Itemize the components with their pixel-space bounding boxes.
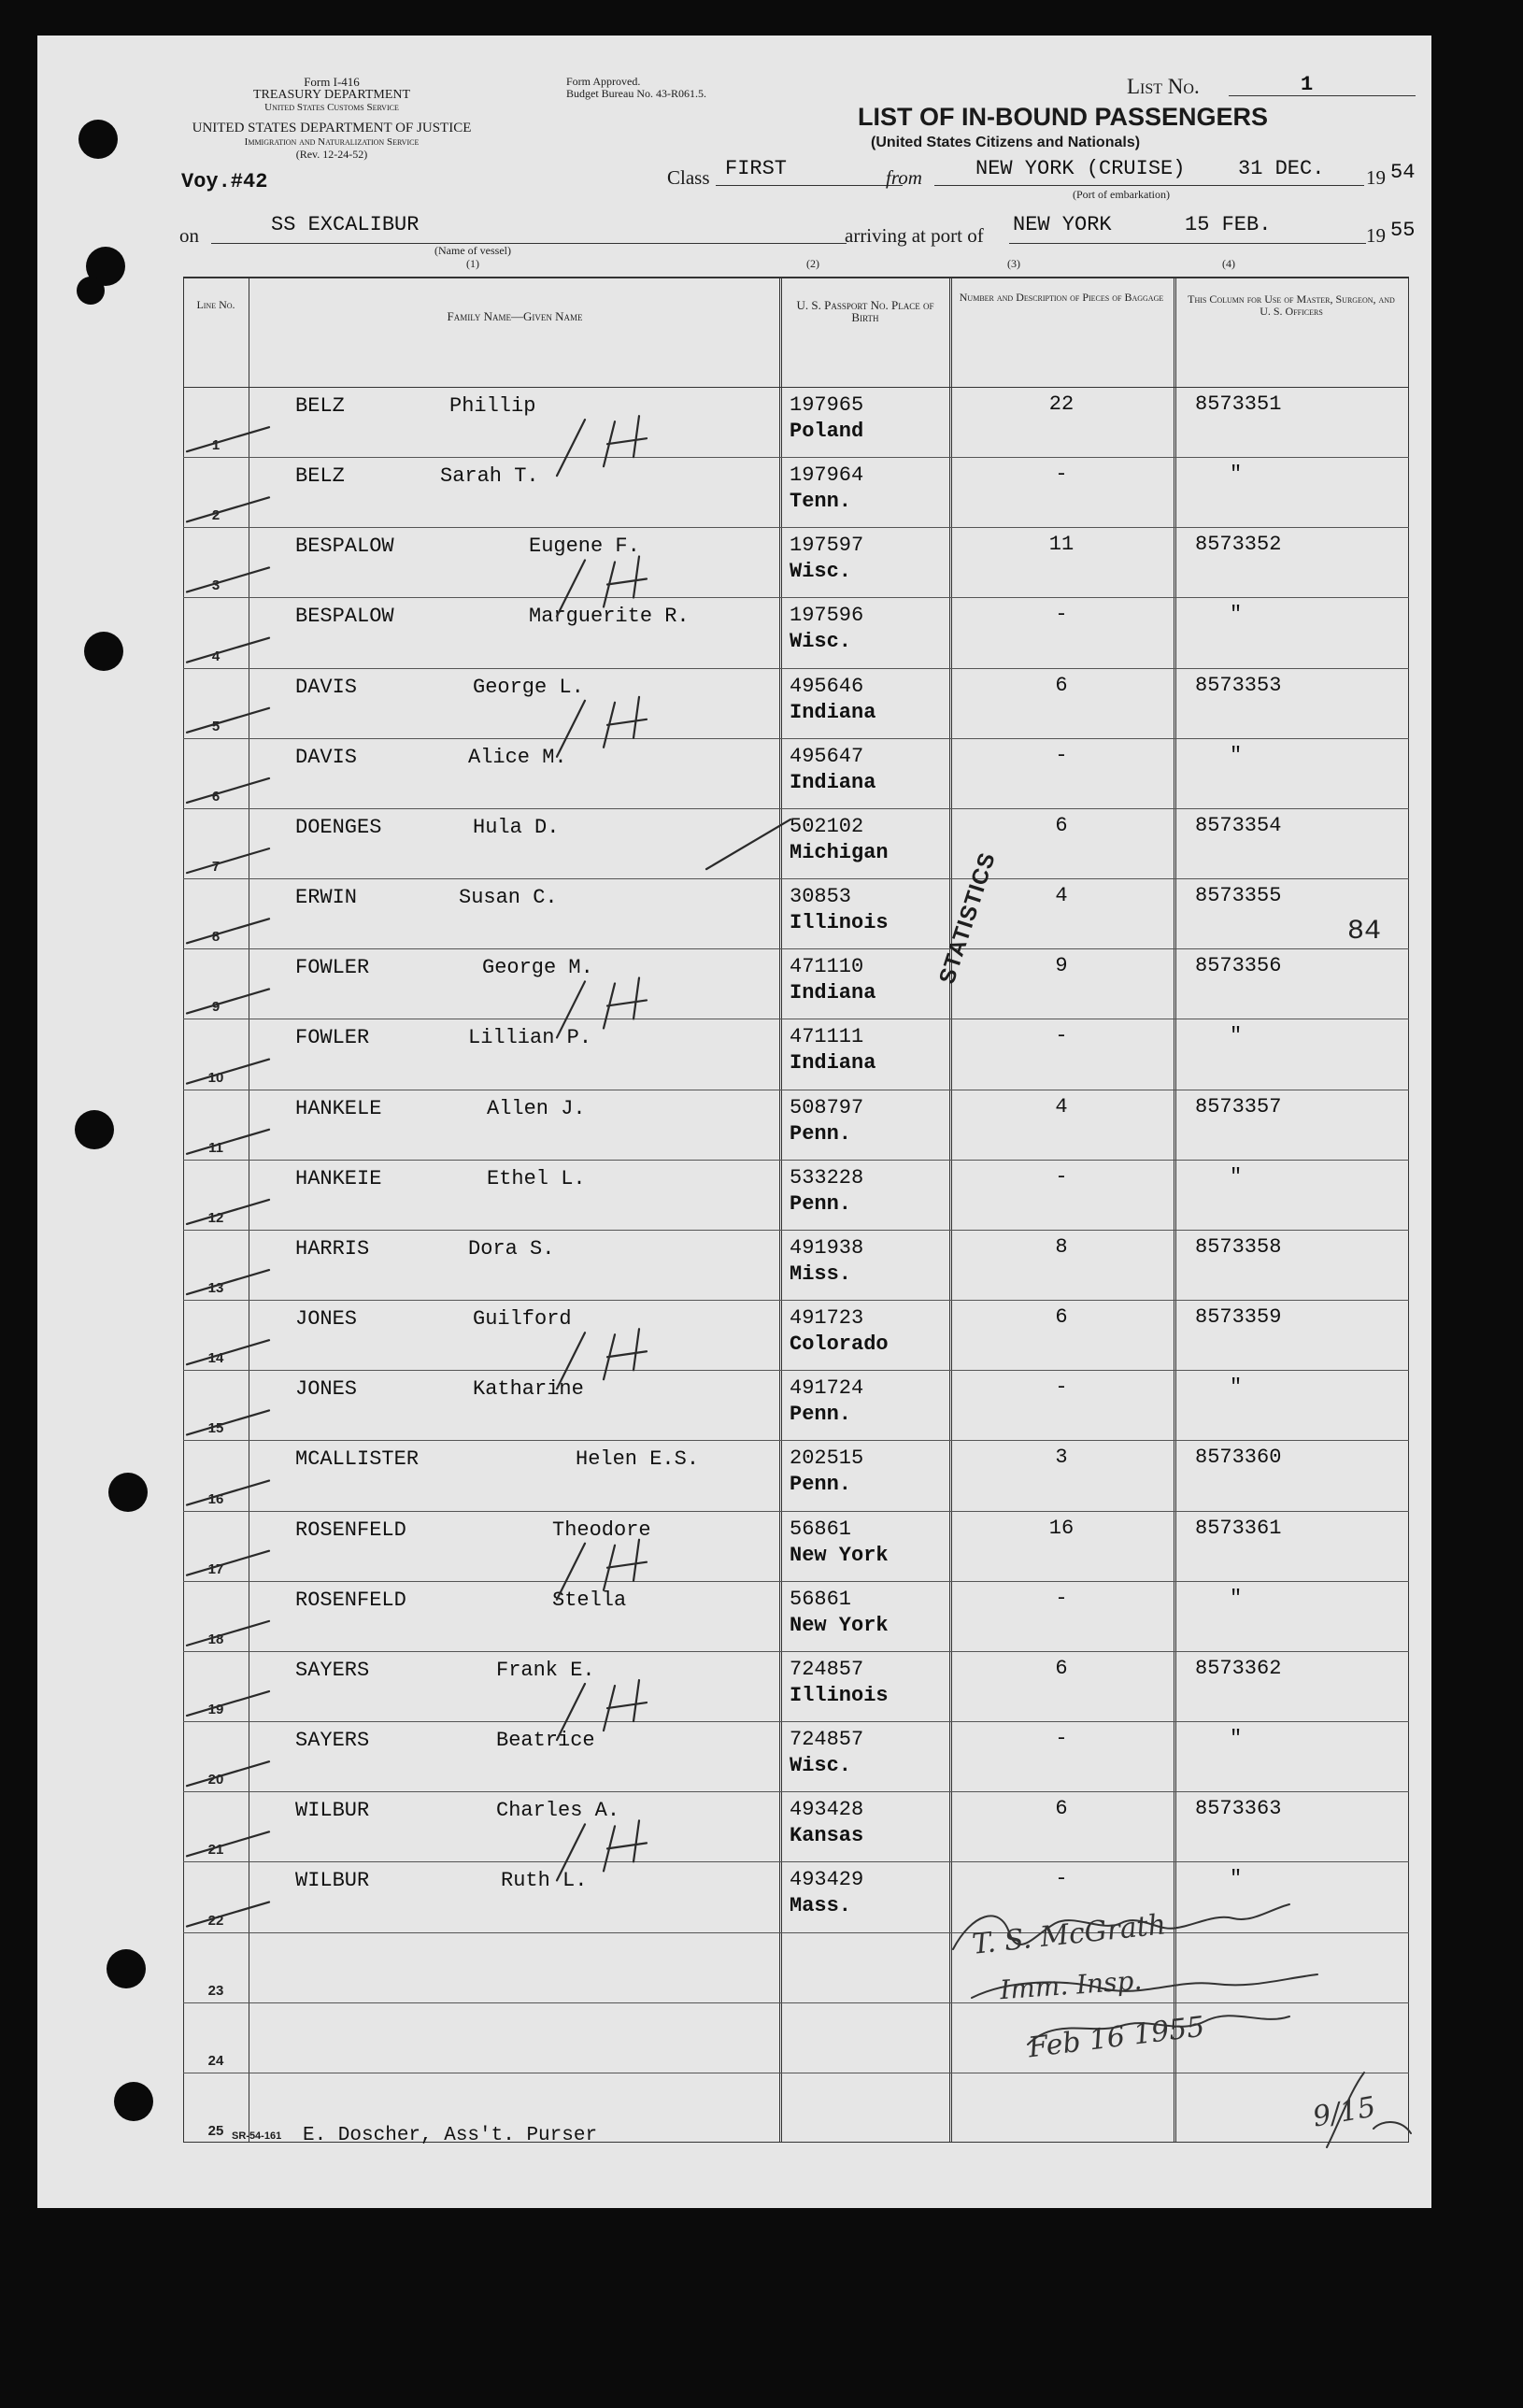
baggage-count: 6 xyxy=(1055,813,1068,837)
given-name: Ethel L. xyxy=(487,1166,586,1190)
place-of-birth: Mass. xyxy=(790,1894,852,1918)
officer-number: " xyxy=(1230,1375,1243,1400)
given-name: Marguerite R. xyxy=(529,605,690,629)
passport-number: 197964 xyxy=(790,463,864,488)
family-name: HANKELE xyxy=(295,1096,382,1120)
officer-number: 8573359 xyxy=(1195,1305,1282,1330)
col2-number: (2) xyxy=(806,257,819,270)
given-name: Helen E.S. xyxy=(576,1447,700,1472)
line-number: 10 xyxy=(207,1069,224,1086)
passenger-manifest-page xyxy=(37,36,1431,2208)
treasury-department: TREASURY DEPARTMENT xyxy=(252,88,411,102)
passport-number: 491724 xyxy=(790,1376,864,1401)
passport-number: 197596 xyxy=(790,604,864,628)
arrival-port: NEW YORK xyxy=(1013,213,1112,236)
col4-number: (4) xyxy=(1222,257,1235,270)
given-name: Guilford xyxy=(473,1307,572,1332)
family-name: HANKEIE xyxy=(295,1166,382,1190)
col-header-officers: This Column for Use of Master, Surgeon, and U. S. Officers xyxy=(1188,292,1395,318)
vessel-name: SS EXCALIBUR xyxy=(271,213,420,236)
line-number: 12 xyxy=(207,1209,224,1226)
given-name: Phillip xyxy=(449,394,536,418)
place-of-birth: Miss. xyxy=(790,1261,852,1286)
place-of-birth: Penn. xyxy=(790,1403,852,1427)
family-name: JONES xyxy=(295,1377,358,1402)
place-of-birth: New York xyxy=(790,1613,889,1637)
line-number: 1 xyxy=(211,437,221,454)
baggage-count: 3 xyxy=(1055,1446,1068,1470)
family-name: BELZ xyxy=(295,394,345,418)
place-of-birth: Poland xyxy=(790,420,864,443)
place-of-birth: Penn. xyxy=(790,1191,852,1216)
line-number: 9 xyxy=(211,999,221,1016)
passport-number: 491723 xyxy=(790,1306,864,1331)
baggage-count: 4 xyxy=(1055,884,1068,908)
given-name: Alice M. xyxy=(468,745,567,769)
line-number: 16 xyxy=(207,1490,224,1507)
line-number: 11 xyxy=(208,1139,223,1156)
line-number: 5 xyxy=(211,718,221,734)
passport-number: 724857 xyxy=(790,1728,864,1752)
col-header-baggage: Number and Description of Pieces of Baggage xyxy=(959,291,1164,304)
line-number: 21 xyxy=(207,1842,224,1859)
family-name: BESPALOW xyxy=(295,534,394,559)
given-name: Susan C. xyxy=(459,886,558,910)
department-of-justice: UNITED STATES DEPARTMENT OF JUSTICE xyxy=(192,121,472,135)
port-caption: (Port of embarkation) xyxy=(1073,188,1170,201)
family-name: BESPALOW xyxy=(295,605,394,629)
baggage-count: - xyxy=(1055,1586,1068,1610)
baggage-count: - xyxy=(1055,1867,1068,1891)
baggage-count: 6 xyxy=(1055,1656,1068,1680)
port-of-embarkation: NEW YORK (CRUISE) xyxy=(975,157,1186,180)
given-name: Beatrice xyxy=(496,1729,595,1753)
statistics-stamp: STATISTICS xyxy=(934,848,1001,988)
arrival-date: 15 FEB. xyxy=(1185,213,1272,236)
passport-number: 471110 xyxy=(790,955,864,979)
passport-number: 197597 xyxy=(790,534,864,558)
form-number: Form I-416 xyxy=(304,75,360,89)
place-of-birth: Indiana xyxy=(790,1051,876,1076)
officer-number: 8573354 xyxy=(1195,813,1282,837)
passport-number: 56861 xyxy=(790,1587,852,1611)
officer-number: " xyxy=(1230,1024,1243,1048)
line-number: 14 xyxy=(207,1350,224,1367)
baggage-count: 22 xyxy=(1048,392,1075,416)
baggage-count: - xyxy=(1055,1024,1068,1048)
officer-number: " xyxy=(1230,743,1243,767)
line-number: 8 xyxy=(211,929,221,946)
place-of-birth: Michigan xyxy=(790,840,889,864)
line-number: 24 xyxy=(207,2052,224,2069)
line-number: 6 xyxy=(211,788,221,805)
family-name: WILBUR xyxy=(295,1799,370,1823)
passport-number: 724857 xyxy=(790,1657,864,1681)
baggage-count: 4 xyxy=(1055,1094,1068,1119)
given-name: Allen J. xyxy=(487,1096,586,1120)
class-label: Class xyxy=(667,166,710,189)
line-number: 7 xyxy=(211,859,221,876)
officer-number: " xyxy=(1230,1586,1243,1610)
class-value: FIRST xyxy=(725,157,788,180)
passport-number: 30853 xyxy=(790,885,852,909)
officer-number: 8573362 xyxy=(1195,1656,1282,1680)
line-number: 25 xyxy=(207,2122,224,2139)
family-name: ROSENFELD xyxy=(295,1517,406,1542)
signature-title: Imm. Insp. xyxy=(999,1964,1144,2006)
family-name: DOENGES xyxy=(295,815,382,839)
passport-number: 495646 xyxy=(790,674,864,698)
officer-number: 8573361 xyxy=(1195,1516,1282,1540)
year-1: 54 xyxy=(1390,161,1416,184)
line-number: 3 xyxy=(211,577,221,594)
passport-number: 493429 xyxy=(790,1868,864,1892)
line-number: 4 xyxy=(211,648,221,664)
baggage-count: 11 xyxy=(1048,533,1075,557)
line-number: 13 xyxy=(207,1280,224,1297)
family-name: ROSENFELD xyxy=(295,1588,406,1612)
place-of-birth: Penn. xyxy=(790,1473,852,1497)
signature-date: Feb 16 1955 xyxy=(1026,2010,1207,2065)
given-name: Stella xyxy=(552,1588,627,1612)
place-of-birth: Indiana xyxy=(790,700,876,724)
line-number: 20 xyxy=(207,1772,224,1788)
form-approved: Form Approved. xyxy=(566,75,641,88)
family-name: FOWLER xyxy=(295,1026,370,1050)
given-name: Ruth L. xyxy=(501,1869,588,1893)
margin-note: 84 xyxy=(1347,916,1382,948)
baggage-count: 6 xyxy=(1055,673,1068,697)
handwritten-signature xyxy=(37,36,1431,2208)
from-label: from xyxy=(886,166,922,189)
baggage-count: - xyxy=(1055,463,1068,487)
place-of-birth: Illinois xyxy=(790,1683,889,1707)
baggage-count: - xyxy=(1055,743,1068,767)
col-header-name: Family Name—Given Name xyxy=(447,309,583,323)
family-name: ERWIN xyxy=(295,886,358,910)
officer-number: 8573360 xyxy=(1195,1446,1282,1470)
given-name: Dora S. xyxy=(468,1236,555,1261)
col-header-line-no: Line No. xyxy=(196,298,235,311)
place-of-birth: Wisc. xyxy=(790,630,852,654)
baggage-count: 6 xyxy=(1055,1305,1068,1330)
officer-number: 8573357 xyxy=(1195,1094,1282,1119)
officer-number: 8573358 xyxy=(1195,1234,1282,1259)
family-name: SAYERS xyxy=(295,1729,370,1753)
line-number: 23 xyxy=(207,1982,224,1999)
officer-number: " xyxy=(1230,603,1243,627)
place-of-birth: Tenn. xyxy=(790,490,852,514)
officer-number: 8573363 xyxy=(1195,1797,1282,1821)
family-name: DAVIS xyxy=(295,745,358,769)
line-number: 2 xyxy=(211,507,221,524)
officer-number: 8573355 xyxy=(1195,884,1282,908)
vessel-caption: (Name of vessel) xyxy=(434,244,511,257)
family-name: FOWLER xyxy=(295,956,370,980)
given-name: Lillian P. xyxy=(468,1026,592,1050)
given-name: Frank E. xyxy=(496,1658,595,1682)
place-of-birth: Kansas xyxy=(790,1824,864,1848)
family-name: JONES xyxy=(295,1307,358,1332)
passport-number: 197965 xyxy=(790,393,864,417)
line-number: 19 xyxy=(207,1702,224,1718)
officer-number: 8573353 xyxy=(1195,673,1282,697)
family-name: BELZ xyxy=(295,464,345,489)
passport-number: 202515 xyxy=(790,1446,864,1471)
family-name: MCALLISTER xyxy=(295,1447,420,1472)
place-of-birth: Colorado xyxy=(790,1332,889,1357)
baggage-count: - xyxy=(1055,1375,1068,1400)
place-of-birth: New York xyxy=(790,1543,889,1567)
form-code: SR-54-161 xyxy=(232,2130,282,2142)
family-name: HARRIS xyxy=(295,1236,370,1261)
place-of-birth: Illinois xyxy=(790,911,889,935)
officer-number: 8573356 xyxy=(1195,954,1282,978)
signature-name: T. S. McGrath xyxy=(970,1908,1168,1961)
officer-number: 8573352 xyxy=(1195,533,1282,557)
baggage-count: - xyxy=(1055,1727,1068,1751)
purser-signature: E. Doscher, Ass't. Purser xyxy=(303,2125,598,2146)
embarkation-date: 31 DEC. xyxy=(1238,157,1325,180)
given-name: Charles A. xyxy=(496,1799,620,1823)
voyage-number: Voy.#42 xyxy=(181,170,268,193)
given-name: George L. xyxy=(473,675,584,699)
place-of-birth: Wisc. xyxy=(790,560,852,584)
given-name: George M. xyxy=(482,956,593,980)
officer-number: " xyxy=(1230,1164,1243,1189)
passport-number: 508797 xyxy=(790,1095,864,1119)
list-no-label: List No. xyxy=(1127,75,1200,98)
place-of-birth: Indiana xyxy=(790,770,876,794)
given-name: Katharine xyxy=(473,1377,584,1402)
on-label: on xyxy=(179,224,199,247)
ins-caption: Immigration and Naturalization Service xyxy=(244,136,420,148)
line-number: 18 xyxy=(207,1631,224,1647)
document-title: LIST OF IN-BOUND PASSENGERS xyxy=(858,103,1269,131)
passport-number: 533228 xyxy=(790,1165,864,1190)
corner-mark: 9/15 xyxy=(1310,2090,1378,2134)
place-of-birth: Indiana xyxy=(790,981,876,1005)
passport-number: 502102 xyxy=(790,814,864,838)
col-header-passport: U. S. Passport No. Place of Birth xyxy=(796,298,934,324)
officer-number: " xyxy=(1230,1867,1243,1891)
passport-number: 471111 xyxy=(790,1025,864,1049)
col3-number: (3) xyxy=(1007,257,1020,270)
officer-number: " xyxy=(1230,463,1243,487)
given-name: Hula D. xyxy=(473,815,560,839)
family-name: WILBUR xyxy=(295,1869,370,1893)
passport-number: 493428 xyxy=(790,1798,864,1822)
place-of-birth: Wisc. xyxy=(790,1754,852,1778)
document-subtitle: (United States Citizens and Nationals) xyxy=(871,135,1141,150)
officer-number: " xyxy=(1230,1727,1243,1751)
baggage-count: 9 xyxy=(1055,954,1068,978)
baggage-count: 8 xyxy=(1055,1234,1068,1259)
passport-number: 491938 xyxy=(790,1235,864,1260)
line-number: 15 xyxy=(207,1420,224,1437)
baggage-count: 16 xyxy=(1048,1516,1075,1540)
year-prefix-2: 19 xyxy=(1366,224,1386,247)
officer-number: 8573351 xyxy=(1195,392,1282,416)
list-no-value: 1 xyxy=(1301,73,1314,96)
baggage-count: - xyxy=(1055,1164,1068,1189)
year-prefix-1: 19 xyxy=(1366,166,1386,189)
baggage-count: - xyxy=(1055,603,1068,627)
col1-number: (1) xyxy=(466,257,479,270)
place-of-birth: Penn. xyxy=(790,1121,852,1146)
family-name: DAVIS xyxy=(295,675,358,699)
line-number: 17 xyxy=(207,1560,224,1577)
family-name: SAYERS xyxy=(295,1658,370,1682)
given-name: Eugene F. xyxy=(529,534,640,559)
given-name: Sarah T. xyxy=(440,464,539,489)
given-name: Theodore xyxy=(552,1517,651,1542)
baggage-count: 6 xyxy=(1055,1797,1068,1821)
year-2: 55 xyxy=(1390,219,1416,242)
arriving-label: arriving at port of xyxy=(845,224,984,247)
budget-bureau-number: Budget Bureau No. 43-R061.5. xyxy=(566,87,706,100)
line-number: 22 xyxy=(207,1912,224,1929)
passport-number: 495647 xyxy=(790,744,864,768)
passport-number: 56861 xyxy=(790,1517,852,1541)
revision-date: (Rev. 12-24-52) xyxy=(295,148,368,161)
customs-service: United States Customs Service xyxy=(264,102,399,113)
